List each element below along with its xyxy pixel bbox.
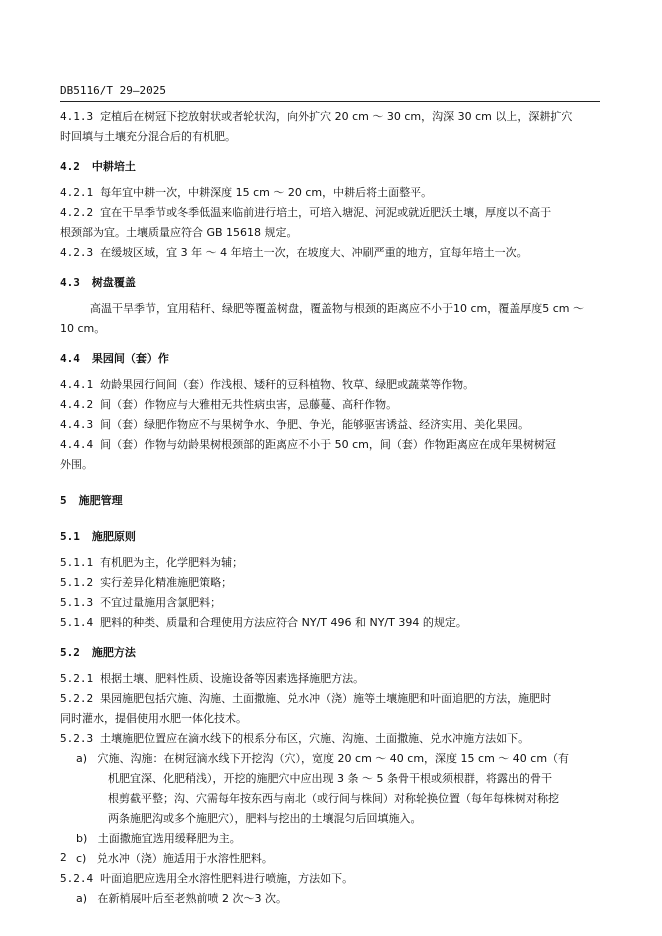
clause-4-4-4-cont: 外围。 — [60, 458, 93, 471]
paragraph-4-3: 高温干旱季节，宜用秸秆、绿肥等覆盖树盘，覆盖物与根颈的距离应不小于10 cm，覆盖厚度5 cm ～ — [90, 302, 585, 315]
heading-4-2: 4.2 中耕培土 — [60, 160, 136, 173]
clause-5-1-3: 5.1.3 不宜过量施用含氯肥料； — [60, 596, 222, 609]
heading-4-3: 4.3 树盘覆盖 — [60, 276, 136, 289]
clause-4-4-3: 4.4.3 间（套）绿肥作物应不与果树争水、争肥、争光，能够驱害诱益、经济实用、美化果园。 — [60, 418, 530, 431]
heading-5: 5 施肥管理 — [60, 494, 123, 507]
clause-5-2-2: 5.2.2 果园施肥包括穴施、沟施、土面撒施、兑水冲（浇）施等土壤施肥和叶面追肥的方法，施肥时 — [60, 692, 552, 705]
heading-4-4: 4.4 果园间（套）作 — [60, 352, 169, 365]
list-item-a-cont-3: 两条施肥沟或多个施肥穴），肥料与挖出的土壤混匀后回填施入。 — [108, 812, 422, 825]
clause-5-2-2-cont: 同时灌水，提倡使用水肥一体化技术。 — [60, 712, 247, 725]
list-item-524-a: a) 在新梢展叶后至老熟前喷 2 次～3 次。 — [76, 892, 288, 905]
clause-4-2-2-cont: 根颈部为宜。土壤质量应符合 GB 15618 规定。 — [60, 226, 298, 239]
list-item-b: b) 土面撒施宜选用缓释肥为主。 — [76, 832, 241, 845]
paragraph-4-3-cont: 10 cm。 — [60, 322, 106, 335]
heading-5-1: 5.1 施肥原则 — [60, 530, 136, 543]
clause-5-1-4: 5.1.4 肥料的种类、质量和合理使用方法应符合 NY/T 496 和 NY/T 394 的规定。 — [60, 616, 467, 629]
clause-4-2-3: 4.2.3 在缓坡区域，宜 3 年 ～ 4 年培土一次，在坡度大、冲刷严重的地方，宜每年培土一次。 — [60, 246, 528, 259]
document-code: DB5116/T 29—2025 — [60, 84, 166, 97]
clause-4-1-3: 4.1.3 定植后在树冠下挖放射状或者轮状沟，向外扩穴 20 cm ～ 30 cm，沟深 30 cm 以上，深耕扩穴 — [60, 110, 573, 123]
list-item-a-cont-1: 机肥宜深、化肥稍浅），开挖的施肥穴中应出现 3 条 ～ 5 条骨干根或须根群，将露出的骨干 — [108, 772, 552, 785]
clause-5-1-2: 5.1.2 实行差异化精准施肥策略； — [60, 576, 233, 589]
clause-4-4-4: 4.4.4 间（套）作物与幼龄果树根颈部的距离应不小于 50 cm，间（套）作物距离应在成年果树树冠 — [60, 438, 556, 451]
clause-5-2-1: 5.2.1 根据土壤、肥料性质、设施设备等因素选择施肥方法。 — [60, 672, 365, 685]
header-divider — [60, 101, 600, 102]
list-item-c: c) 兑水冲（浇）施适用于水溶性肥料。 — [76, 852, 273, 865]
clause-4-2-1: 4.2.1 每年宜中耕一次，中耕深度 15 cm ～ 20 cm，中耕后将土面整平。 — [60, 186, 433, 199]
clause-5-2-3: 5.2.3 土壤施肥位置应在滴水线下的根系分布区，穴施、沟施、土面撒施、兑水冲施方法如下。 — [60, 732, 530, 745]
clause-4-4-2: 4.4.2 间（套）作物应与大雅柑无共性病虫害，忌藤蔓、高秆作物。 — [60, 398, 398, 411]
clause-4-1-3-cont: 时回填与土壤充分混合后的有机肥。 — [60, 130, 236, 143]
clause-4-2-2: 4.2.2 宜在干旱季节或冬季低温来临前进行培土，可培入塘泥、河泥或就近肥沃土壤，厚度以不高于 — [60, 206, 552, 219]
list-item-a: a) 穴施、沟施：在树冠滴水线下开挖沟（穴），宽度 20 cm ～ 40 cm，深度 15 cm ～ 40 cm（有 — [76, 752, 570, 765]
clause-5-1-1: 5.1.1 有机肥为主，化学肥料为辅； — [60, 556, 244, 569]
list-item-a-cont-2: 根剪截平整；沟、穴需每年按东西与南北（或行间与株间）对称轮换位置（每年每株树对称挖 — [108, 792, 559, 805]
document-body — [60, 107, 600, 909]
clause-5-2-4: 5.2.4 叶面追肥应选用全水溶性肥料进行喷施，方法如下。 — [60, 872, 354, 885]
clause-4-4-1: 4.4.1 幼龄果园行间间（套）作浅根、矮秆的豆科植物、牧草、绿肥或蔬菜等作物。 — [60, 378, 475, 391]
heading-5-2: 5.2 施肥方法 — [60, 646, 136, 659]
page-number: 2 — [60, 851, 67, 864]
